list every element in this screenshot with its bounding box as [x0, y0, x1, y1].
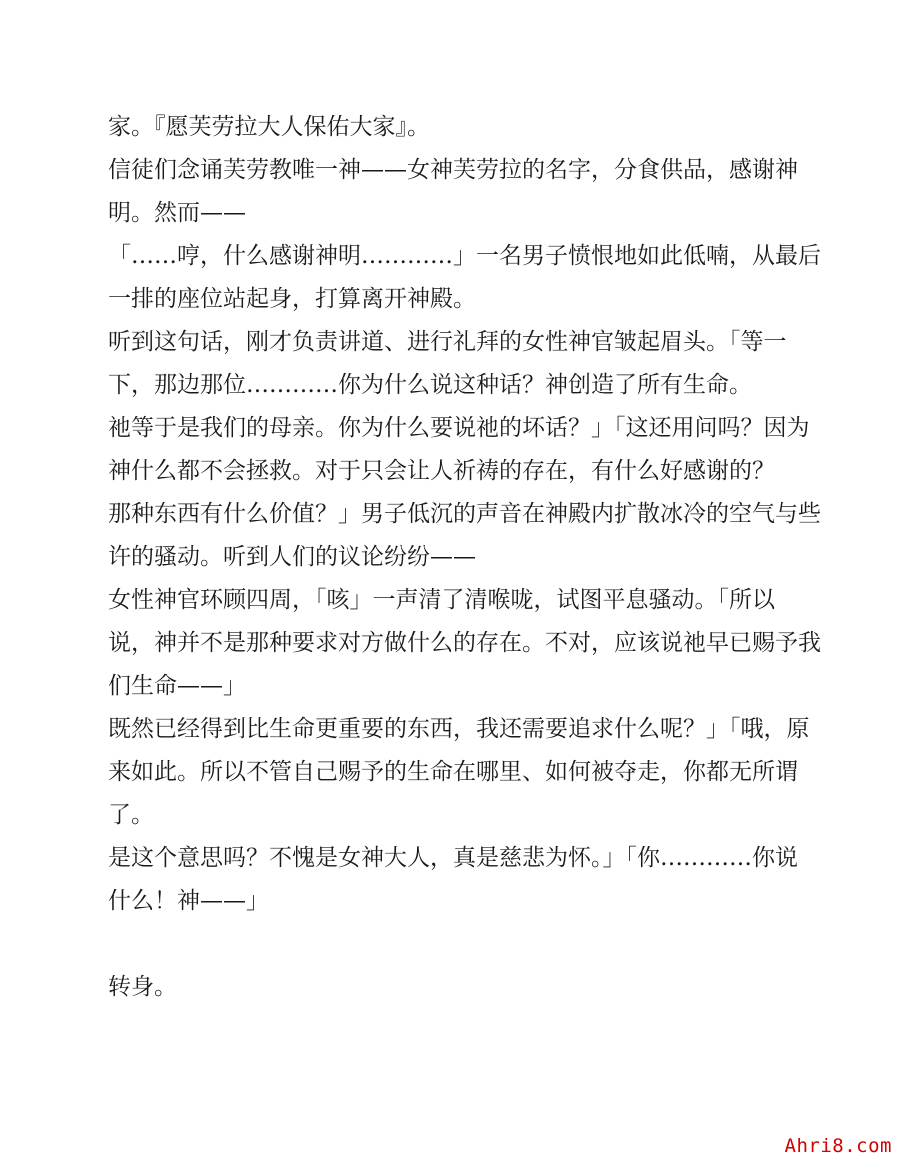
text-line: 下，那边那位…………你为什么说这种话？神创造了所有生命。 — [108, 372, 752, 398]
paragraph-gap — [108, 923, 808, 966]
closing-line: 转身。 — [108, 974, 177, 1000]
text-line: 明。然而—— — [108, 200, 246, 226]
text-line: 来如此。所以不管自己赐予的生命在哪里、如何被夺走，你都无所谓 — [108, 759, 798, 785]
text-line: 许的骚动。听到人们的议论纷纷—— — [108, 544, 476, 570]
text-line: 家。『愿芙劳拉大人保佑大家』。 — [108, 114, 430, 140]
text-line: 一排的座位站起身，打算离开神殿。 — [108, 286, 476, 312]
text-line: 那种东西有什么价值？」男子低沉的声音在神殿内扩散冰冷的空气与些 — [108, 501, 821, 527]
text-line: 说，神并不是那种要求对方做什么的存在。不对，应该说祂早已赐予我 — [108, 630, 821, 656]
text-line: 了。 — [108, 802, 154, 828]
text-line: 信徒们念诵芙劳教唯一神——女神芙劳拉的名字，分食供品，感谢神 — [108, 157, 798, 183]
text-line: 祂等于是我们的母亲。你为什么要说祂的坏话？」「这还用问吗？因为 — [108, 415, 810, 441]
text-line: 既然已经得到比生命更重要的东西，我还需要追求什么呢？」「哦，原 — [108, 716, 810, 742]
body-text — [108, 106, 821, 1009]
text-line: 听到这句话，刚才负责讲道、进行礼拜的女性神官皱起眉头。「等一 — [108, 329, 787, 355]
text-line: 女性神官环顾四周，「咳」一声清了清喉咙，试图平息骚动。「所以 — [108, 587, 775, 613]
text-line: 们生命——」 — [108, 673, 246, 699]
text-line: 是这个意思吗？不愧是女神大人，真是慈悲为怀。」「你…………你说 — [108, 845, 798, 871]
text-line: 「……哼，什么感谢神明…………」一名男子愤恨地如此低喃，从最后 — [108, 243, 821, 269]
text-line: 什么！神——」 — [108, 888, 269, 914]
site-watermark: Ahri8.com — [784, 1135, 892, 1157]
text-line: 神什么都不会拯救。对于只会让人祈祷的存在，有什么好感谢的？ — [108, 458, 775, 484]
